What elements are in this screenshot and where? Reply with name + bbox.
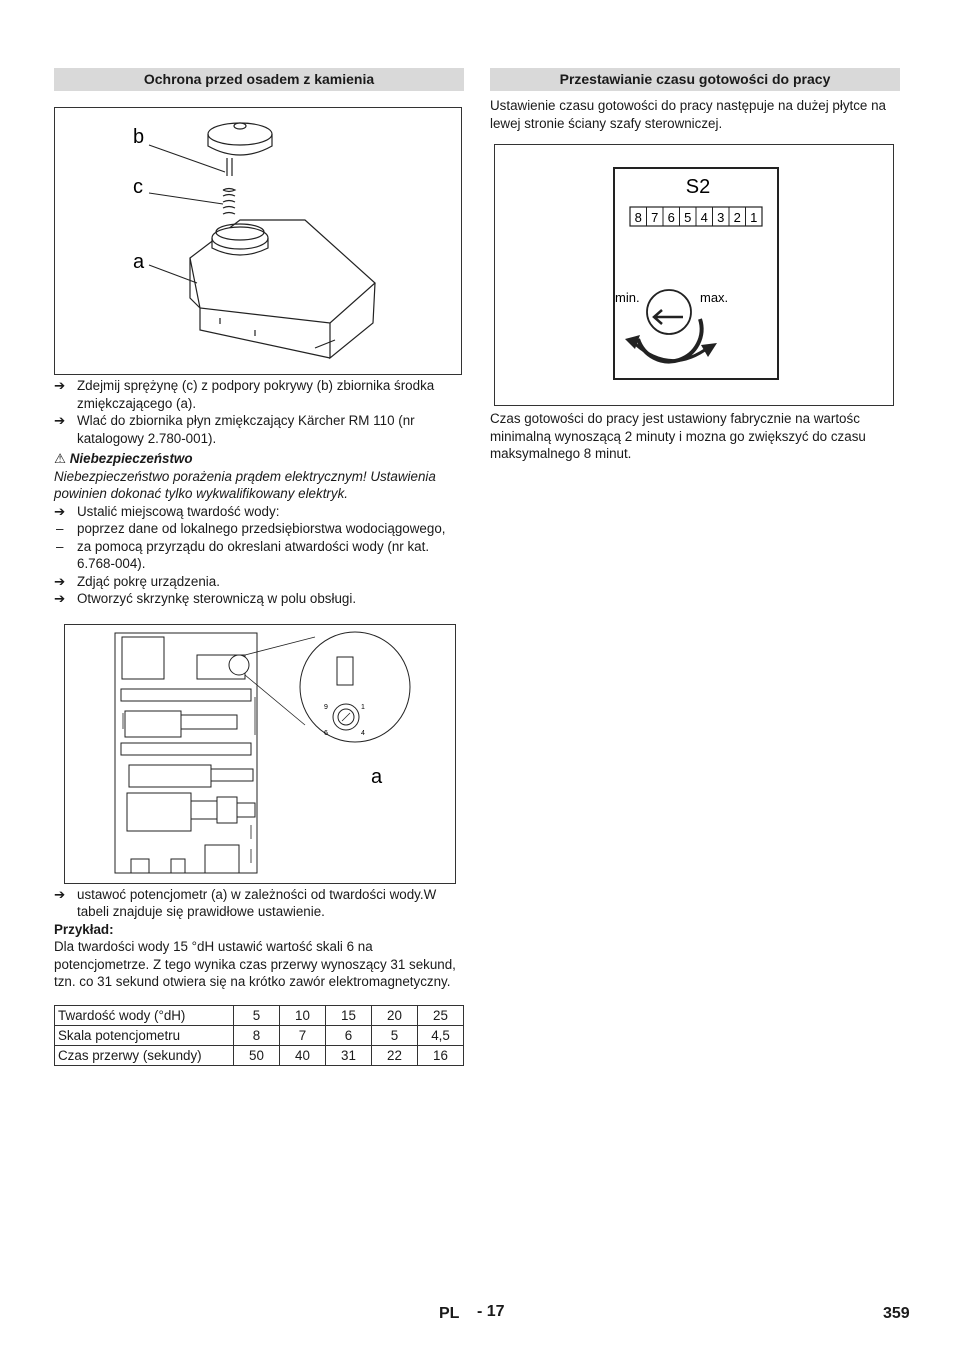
footer-page-number: 359 xyxy=(883,1305,910,1322)
warning-triangle-icon: ⚠ xyxy=(54,451,67,466)
dial-label-4: 4 xyxy=(361,729,365,737)
arrow-icon: ➔ xyxy=(54,591,66,606)
table-cell: 8 xyxy=(234,1025,280,1045)
min-label: min. xyxy=(615,290,640,305)
table-row-label: Skala potencjometru xyxy=(55,1025,234,1045)
section-heading-limescale: Ochrona przed osadem z kamienia xyxy=(54,68,464,91)
fig2-label-a: a xyxy=(371,765,383,788)
figure-control-board xyxy=(64,624,456,884)
step-open-control-box: ➔ Otworzyć skrzynkę sterowniczą w polu obsługi. xyxy=(54,591,357,606)
dip-digit: 2 xyxy=(733,210,741,225)
step-determine-hardness: ➔ Ustalić miejscową twardość wody: xyxy=(54,503,280,519)
dip-digit: 8 xyxy=(634,210,642,225)
readiness-outro: Czas gotowości do pracy jest ustawiony fabrycznie na wartośc minimalną wynoszącą 2 minuty i mozna go zwiększyć do czasu maksymalnego 8 minut. xyxy=(490,411,866,461)
fig1-label-a: a xyxy=(133,251,145,273)
control-board-drawing xyxy=(65,625,455,883)
arrow-icon: ➔ xyxy=(54,886,66,902)
danger-text: Niebezpieczeństwo porażenia prądem elektrycznym! Ustawienia powinien dokonać tylko wykwalifikowany elektryk. xyxy=(54,468,436,501)
dip-digit: 3 xyxy=(717,210,725,225)
left-column xyxy=(54,68,464,1066)
danger-note xyxy=(54,450,464,468)
s2-switch-drawing xyxy=(495,145,893,405)
table-cell: 50 xyxy=(234,1045,280,1065)
step-remove-cover: ➔ Zdjąć pokrę urządzenia. xyxy=(54,573,220,589)
s2-title: S2 xyxy=(685,176,711,198)
table-row-label: Twardość wody (°dH) xyxy=(55,1005,234,1025)
fig1-label-b: b xyxy=(133,126,145,148)
fig1-label-c: c xyxy=(133,176,143,198)
danger-title: Niebezpieczeństwo xyxy=(69,451,193,466)
table-row xyxy=(55,1045,464,1065)
table-cell: 7 xyxy=(280,1025,326,1045)
dip-digit: 1 xyxy=(750,210,758,225)
footer-language: PL xyxy=(439,1305,460,1322)
table-cell: 20 xyxy=(372,1005,418,1025)
dash-bullet: – xyxy=(56,538,64,554)
dip-digit: 5 xyxy=(684,210,692,225)
table-cell: 5 xyxy=(372,1025,418,1045)
readiness-intro: Ustawienie czasu gotowości do pracy następuje na dużej płytce na lewej stronie ściany szafy sterowniczej. xyxy=(490,98,886,131)
dial-label-1: 1 xyxy=(361,703,365,711)
arrow-icon: ➔ xyxy=(54,378,66,393)
table-cell: 31 xyxy=(326,1045,372,1065)
step-remove-spring: ➔ Zdejmij sprężynę (c) z podpory pokrywy (b) zbiornika środka zmiękczającego (a). xyxy=(54,378,435,411)
instruction-block-2 xyxy=(54,886,464,991)
arrow-icon: ➔ xyxy=(54,503,66,519)
table-cell: 25 xyxy=(418,1005,464,1025)
table-cell: 4,5 xyxy=(418,1025,464,1045)
table-cell: 10 xyxy=(280,1005,326,1025)
table-row xyxy=(55,1025,464,1045)
softener-tank-drawing xyxy=(55,108,461,374)
example-title: Przykład: xyxy=(54,921,114,937)
instruction-block-1 xyxy=(54,377,464,608)
figure-softener-tank xyxy=(54,107,462,375)
dash-item-instrument: – za pomocą przyrządu do okreslani atwardości wody (nr kat. 6.768-004). xyxy=(56,538,430,571)
table-cell: 6 xyxy=(326,1025,372,1045)
table-cell: 16 xyxy=(418,1045,464,1065)
dash-item-waterworks: – poprzez dane od lokalnego przedsiębiorstwa wodociągowego, xyxy=(56,521,446,536)
max-label: max. xyxy=(700,290,729,305)
dial-label-6: 6 xyxy=(324,729,328,737)
table-cell: 15 xyxy=(326,1005,372,1025)
dip-digit: 4 xyxy=(700,210,708,225)
example-text: Dla twardości wody 15 °dH ustawić wartość skali 6 na potencjometrze. Z tego wynika czas przerwy wynoszący 31 sekund, tzn. co 31 sekund otwiera się na krótko zawór elektromagnetyczny. xyxy=(54,939,456,989)
table-row-label: Czas przerwy (sekundy) xyxy=(55,1045,234,1065)
dash-bullet: – xyxy=(56,521,64,536)
table-cell: 5 xyxy=(234,1005,280,1025)
arrow-icon: ➔ xyxy=(54,573,66,589)
table-cell: 22 xyxy=(372,1045,418,1065)
table-cell: 40 xyxy=(280,1045,326,1065)
dip-digit: 6 xyxy=(667,210,675,225)
figure-s2-switch xyxy=(494,144,894,406)
table-row xyxy=(55,1005,464,1025)
hardness-table xyxy=(54,1005,464,1066)
right-column xyxy=(490,68,900,463)
dip-digit: 7 xyxy=(651,210,659,225)
arrow-icon: ➔ xyxy=(54,413,66,428)
dial-label-9: 9 xyxy=(324,703,328,711)
step-pour-liquid: ➔ Wlać do zbiornika płyn zmiękczający Kärcher RM 110 (nr katalogowy 2.780-001). xyxy=(54,413,415,446)
section-heading-readiness: Przestawianie czasu gotowości do pracy xyxy=(490,68,900,91)
footer-local-page: - 17 xyxy=(477,1303,505,1320)
step-set-potentiometer: ➔ ustawoć potencjometr (a) w zależności od twardości wody.W tabeli znajduje się prawidłowe ustawienie. xyxy=(54,886,437,919)
rotary-knob xyxy=(647,290,691,334)
